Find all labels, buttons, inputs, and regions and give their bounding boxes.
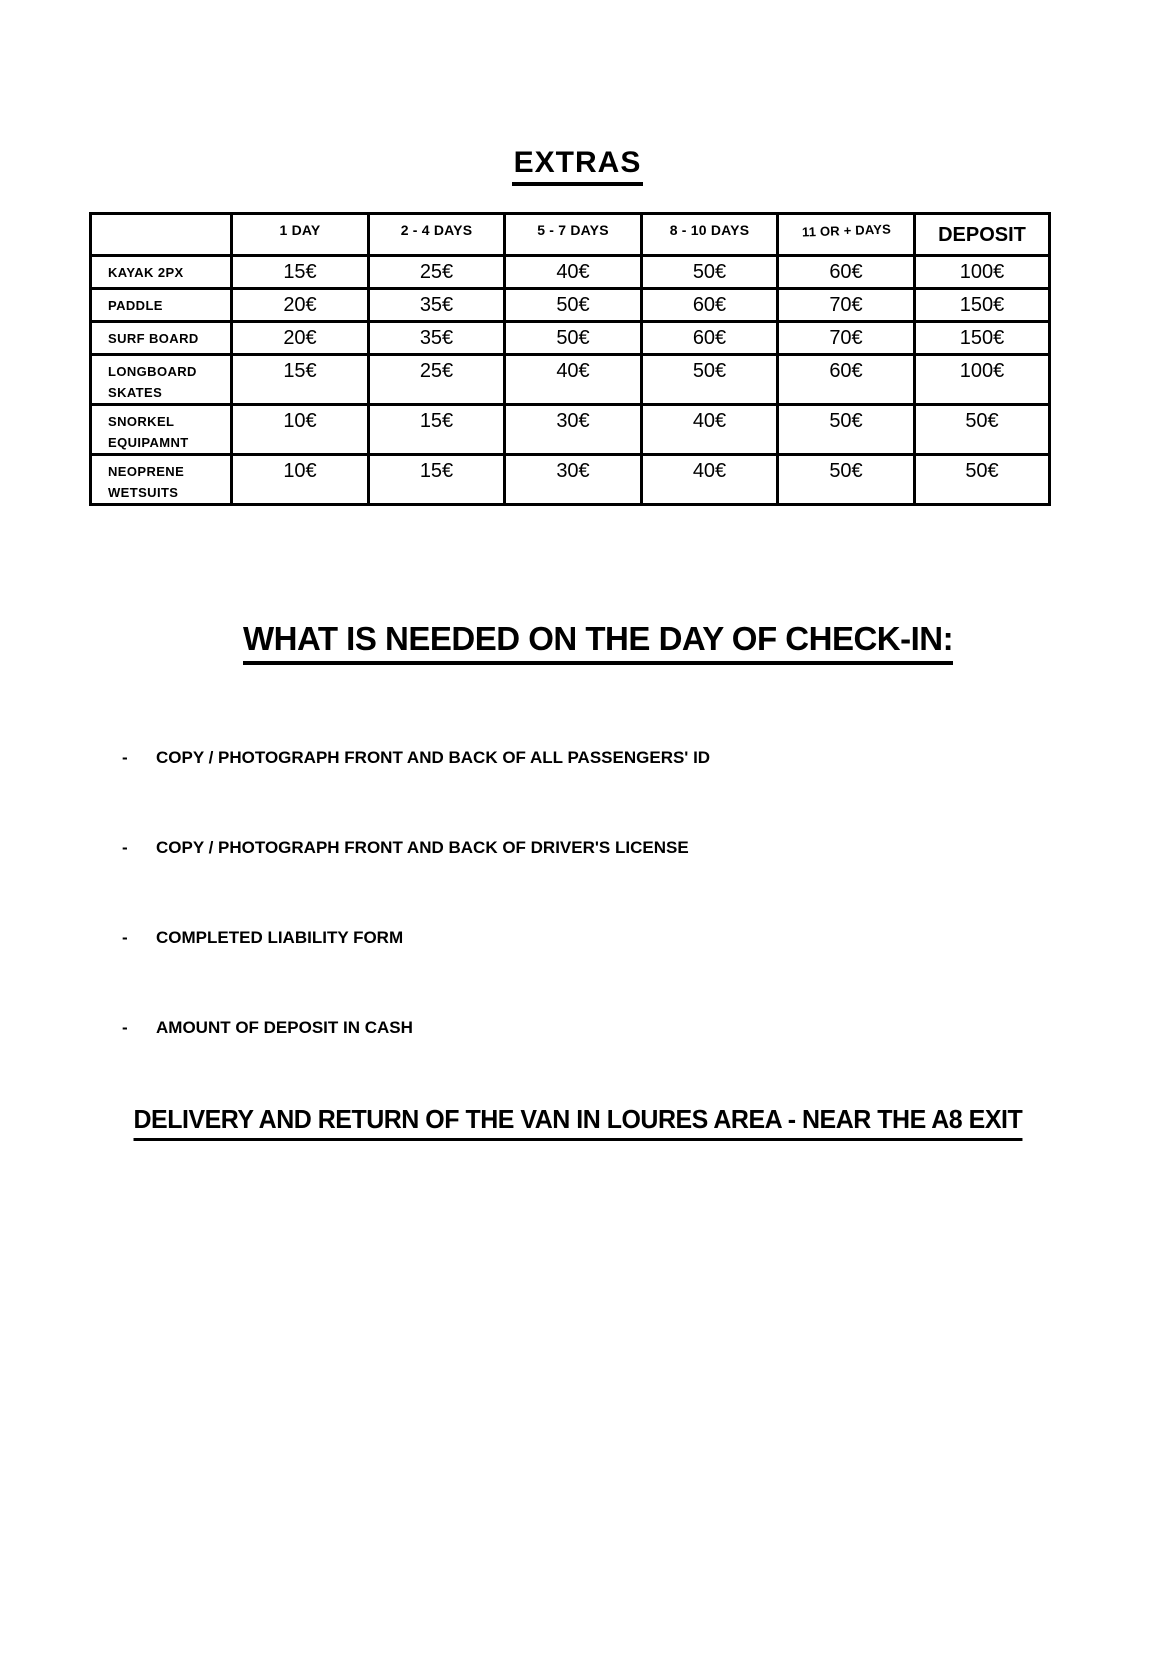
header-5-7-days: 5 - 7 DAYS: [505, 214, 642, 256]
table-row-surf-board: [91, 322, 1050, 355]
price-cell: 70€: [778, 289, 915, 322]
deposit-cell: 100€: [915, 256, 1050, 289]
table-row-snorkel-equipment: [91, 405, 1050, 455]
price-cell: 15€: [232, 355, 369, 405]
price-cell: 40€: [505, 256, 642, 289]
checkin-item-text: COMPLETED LIABILITY FORM: [156, 928, 404, 947]
price-cell: 40€: [505, 355, 642, 405]
price-cell: 60€: [778, 256, 915, 289]
row-label: KAYAK 2PX: [91, 256, 232, 289]
checkin-item-text: AMOUNT OF DEPOSIT IN CASH: [156, 1018, 413, 1037]
header-11-plus-days-text: 11 OR + DAYS: [801, 221, 891, 240]
price-cell: 30€: [505, 455, 642, 505]
page-title-text: EXTRAS: [512, 146, 644, 186]
table-row-longboard-skates: [91, 355, 1050, 405]
checkin-heading: [243, 620, 953, 665]
checkin-item-drivers-license: [122, 837, 689, 859]
row-label: LONGBOARD SKATES: [91, 355, 232, 405]
price-cell: 15€: [369, 455, 505, 505]
bullet-dash: -: [122, 1018, 128, 1037]
table-row-kayak-2px: [91, 256, 1050, 289]
price-cell: 20€: [232, 289, 369, 322]
checkin-item-passengers-id: [122, 747, 710, 769]
row-label: SURF BOARD: [91, 322, 232, 355]
header-empty: [91, 214, 232, 256]
price-cell: 30€: [505, 405, 642, 455]
price-cell: 70€: [778, 322, 915, 355]
deposit-cell: 150€: [915, 322, 1050, 355]
price-cell: 20€: [232, 322, 369, 355]
header-8-10-days: 8 - 10 DAYS: [642, 214, 778, 256]
price-cell: 40€: [642, 405, 778, 455]
price-cell: 35€: [369, 289, 505, 322]
price-cell: 50€: [505, 322, 642, 355]
checkin-heading-text: WHAT IS NEEDED ON THE DAY OF CHECK-IN:: [243, 620, 953, 665]
price-cell: 10€: [232, 405, 369, 455]
price-cell: 15€: [232, 256, 369, 289]
deposit-cell: 50€: [915, 405, 1050, 455]
header-2-4-days: 2 - 4 DAYS: [369, 214, 505, 256]
price-cell: 25€: [369, 256, 505, 289]
header-1-day: 1 DAY: [232, 214, 369, 256]
price-cell: 50€: [505, 289, 642, 322]
header-deposit: DEPOSIT: [915, 214, 1050, 256]
price-cell: 40€: [642, 455, 778, 505]
price-cell: 50€: [778, 455, 915, 505]
checkin-item-liability-form: [122, 927, 403, 949]
row-label: SNORKEL EQUIPAMNT: [91, 405, 232, 455]
bullet-dash: -: [122, 838, 128, 857]
price-cell: 60€: [778, 355, 915, 405]
price-cell: 25€: [369, 355, 505, 405]
deposit-cell: 50€: [915, 455, 1050, 505]
deposit-cell: 150€: [915, 289, 1050, 322]
extras-price-table: [89, 212, 1051, 506]
price-cell: 50€: [642, 256, 778, 289]
bullet-dash: -: [122, 748, 128, 767]
row-label: PADDLE: [91, 289, 232, 322]
price-cell: 15€: [369, 405, 505, 455]
price-cell: 50€: [642, 355, 778, 405]
deposit-cell: 100€: [915, 355, 1050, 405]
price-cell: 60€: [642, 289, 778, 322]
table-row-neoprene-wetsuits: [91, 455, 1050, 505]
row-label: NEOPRENE WETSUITS: [91, 455, 232, 505]
price-cell: 60€: [642, 322, 778, 355]
price-cell: 10€: [232, 455, 369, 505]
header-11-plus-days: [778, 214, 915, 256]
table-row-paddle: [91, 289, 1050, 322]
delivery-note: [0, 1104, 1155, 1141]
price-cell: 35€: [369, 322, 505, 355]
table-header-row: [91, 214, 1050, 256]
checkin-item-text: COPY / PHOTOGRAPH FRONT AND BACK OF ALL PASSENGERS' ID: [156, 748, 711, 767]
delivery-note-text: DELIVERY AND RETURN OF THE VAN IN LOURES AREA - NEAR THE A8 EXIT: [133, 1104, 1022, 1141]
checkin-item-text: COPY / PHOTOGRAPH FRONT AND BACK OF DRIVER'S LICENSE: [156, 838, 689, 857]
checkin-item-deposit-cash: [122, 1017, 413, 1039]
bullet-dash: -: [122, 928, 128, 947]
price-cell: 50€: [778, 405, 915, 455]
page-title: [0, 146, 1155, 186]
